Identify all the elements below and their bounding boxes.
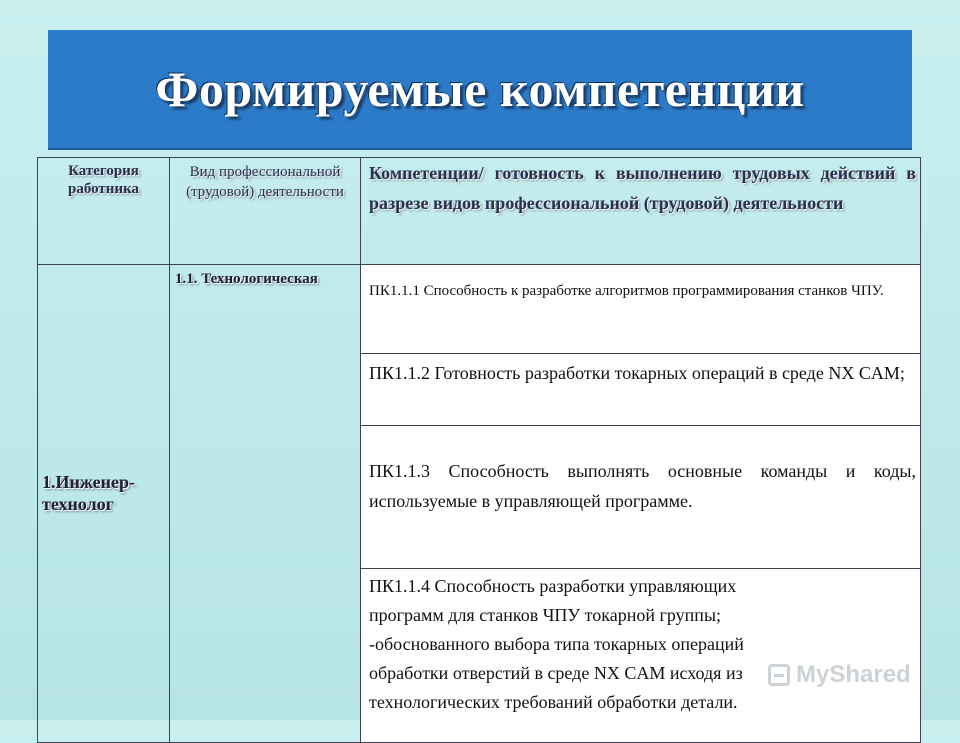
table-header-row: [38, 158, 921, 265]
activity-cell: 1.1. Технологическая: [170, 265, 361, 743]
presentation-icon: [768, 664, 790, 686]
page-title: Формируемые компетенции: [155, 61, 805, 117]
header-category: Категория работника: [38, 158, 170, 265]
competency-cell-2: ПК1.1.2 Готовность разработки токарных операций в среде NX CAM;: [361, 354, 921, 426]
competency-cell-3: ПК1.1.3 Способность выполнять основные команды и коды, используемые в управляющей программе.: [361, 426, 921, 569]
header-competencies: Компетенции/ готовность к выполнению трудовых действий в разрезе видов профессиональной (трудовой) деятельности: [361, 158, 921, 265]
header-activity-type: Вид профессиональной (трудовой) деятельности: [170, 158, 361, 265]
competency-4-line: технологических требований обработки детали.: [369, 692, 738, 712]
watermark: [768, 655, 928, 695]
competency-4-line: обработки отверстий в среде NX CAM исходя из: [369, 663, 743, 683]
title-banner: [48, 30, 912, 150]
category-cell: 1.Инженер-технолог: [38, 265, 170, 743]
competency-4-line: ПК1.1.4 Способность разработки управляющих: [369, 576, 737, 596]
competency-cell-1: ПК1.1.1 Способность к разработке алгоритмов программирования станков ЧПУ.: [361, 265, 921, 354]
table-row: [38, 265, 921, 354]
competency-4-line: -обоснованного выбора типа токарных операций: [369, 634, 744, 654]
watermark-text: MyShared: [796, 661, 911, 688]
competency-4-line: программ для станков ЧПУ токарной группы;: [369, 605, 722, 625]
